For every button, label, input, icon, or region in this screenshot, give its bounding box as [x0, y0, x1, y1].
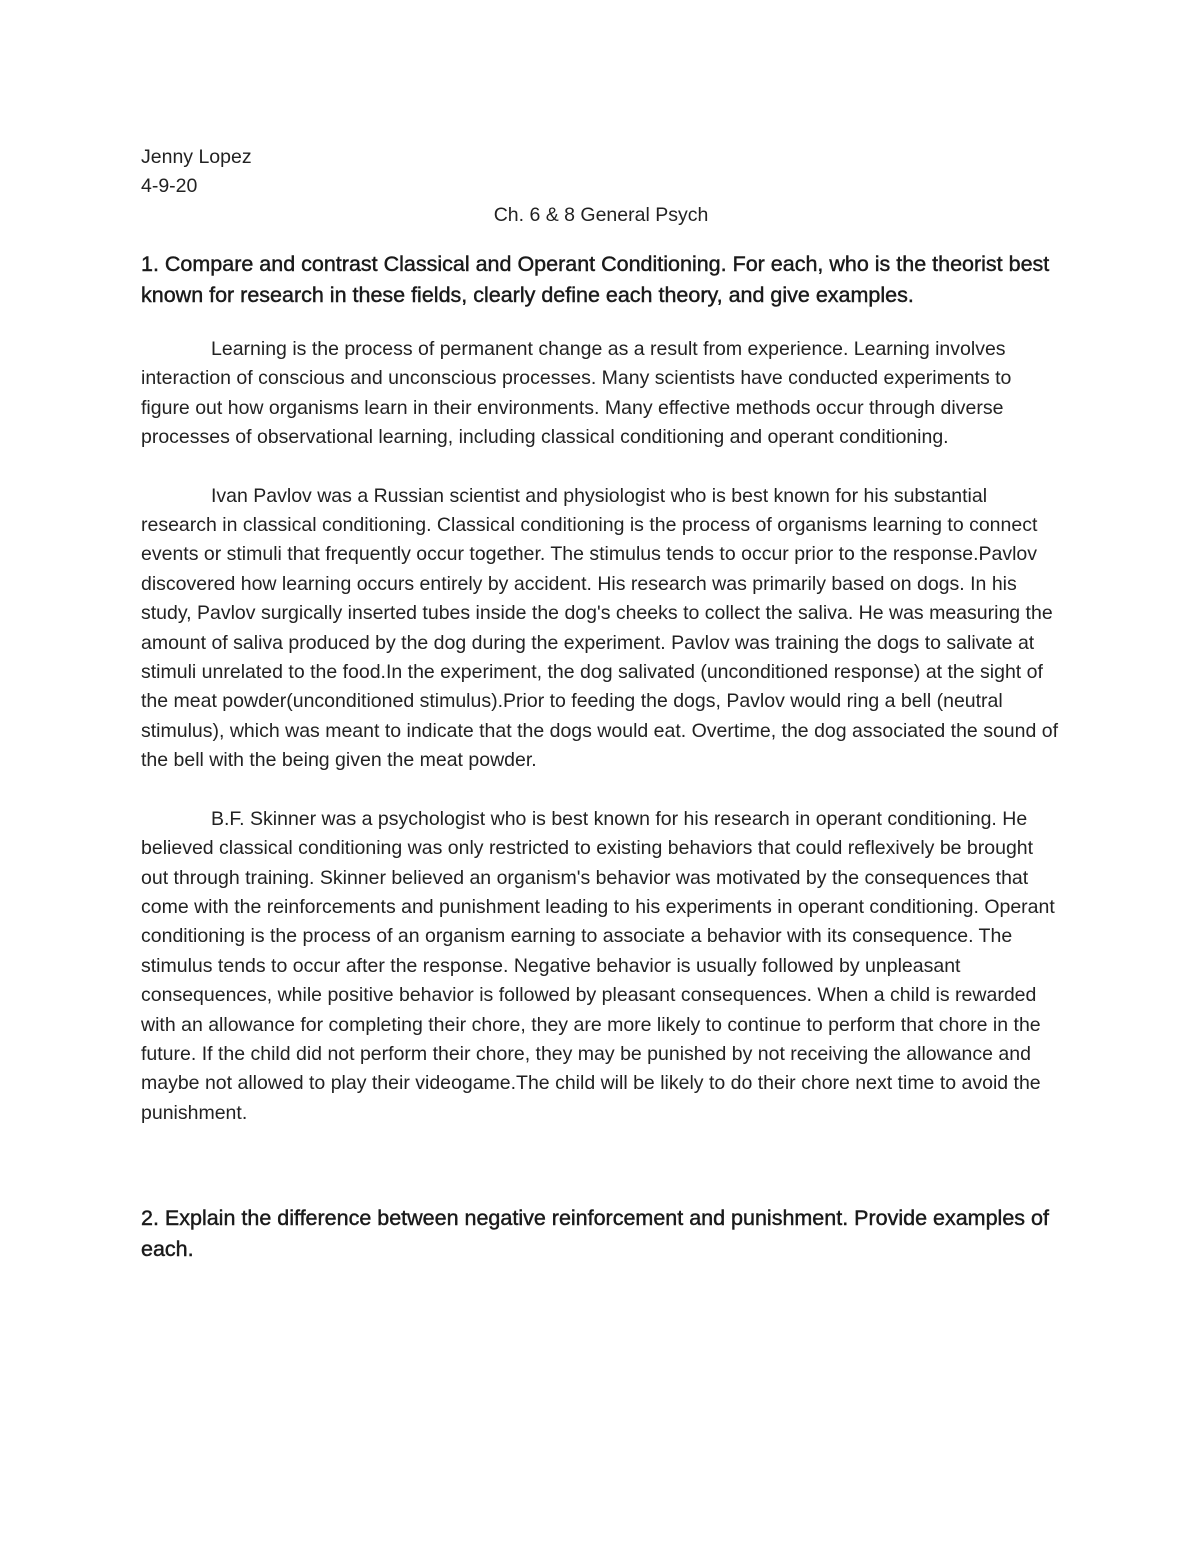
answer-paragraph-pavlov: Ivan Pavlov was a Russian scientist and physiologist who is best known for his substantial research in classical conditioning. Classical conditioning is the process of organisms learning to connect events or stimuli that frequently occur together. The stimulus tends to occur prior to the response.Pavlov discovered how learning occurs entirely by accident. His research was primarily based on dogs. In his study, Pavlov surgically inserted tubes inside the dog's cheeks to collect the saliva. He was measuring the amount of saliva produced by the dog during the experiment. Pavlov was training the dogs to salivate at stimuli unrelated to the food.In the experiment, the dog salivated (unconditioned response) at the sight of the meat powder(unconditioned stimulus).Prior to feeding the dogs, Pavlov would ring a bell (neutral stimulus), which was meant to indicate that the dogs would eat. Overtime, the dog associated the sound of the bell with the being given the meat powder. — [141, 484, 1059, 772]
answer-paragraph-skinner: B.F. Skinner was a psychologist who is best known for his research in operant conditioning. He believed classical conditioning was only restricted to existing behaviors that could reflexively be brought out through training. Skinner believed an organism's behavior was motivated by the consequences that come with the reinforcements and punishment leading to his experiments in operant conditioning. Operant conditioning is the process of an organism earning to associate a behavior with its consequence. The stimulus tends to occur after the response. Negative behavior is usually followed by unpleasant consequences, while positive behavior is followed by pleasant consequences. When a child is rewarded with an allowance for completing their chore, they are more likely to continue to perform that chore in the future. If the child did not perform their chore, they may be punished by not receiving the allowance and maybe not allowed to play their videogame.The child will be likely to do their chore next time to avoid the punishment. — [141, 807, 1055, 1124]
question-2: 2. Explain the difference between negative reinforcement and punishment. Provide examples of each. — [141, 1206, 1049, 1262]
answer-paragraph-learning: Learning is the process of permanent change as a result from experience. Learning involves interaction of conscious and unconscious processes. Many scientists have conducted experiments to figure out how organisms learn in their environments. Many effective methods occur through diverse processes of observational learning, including classical conditioning and operant conditioning. — [141, 338, 1012, 449]
document-title: Ch. 6 & 8 General Psych — [493, 204, 709, 226]
document-date: 4-9-20 — [141, 175, 198, 197]
author-name: Jenny Lopez — [141, 146, 252, 168]
document-content — [141, 143, 1061, 1265]
question-1: 1. Compare and contrast Classical and Operant Conditioning. For each, who is the theorist best known for research in these fields, clearly define each theory, and give examples. — [141, 252, 1050, 307]
